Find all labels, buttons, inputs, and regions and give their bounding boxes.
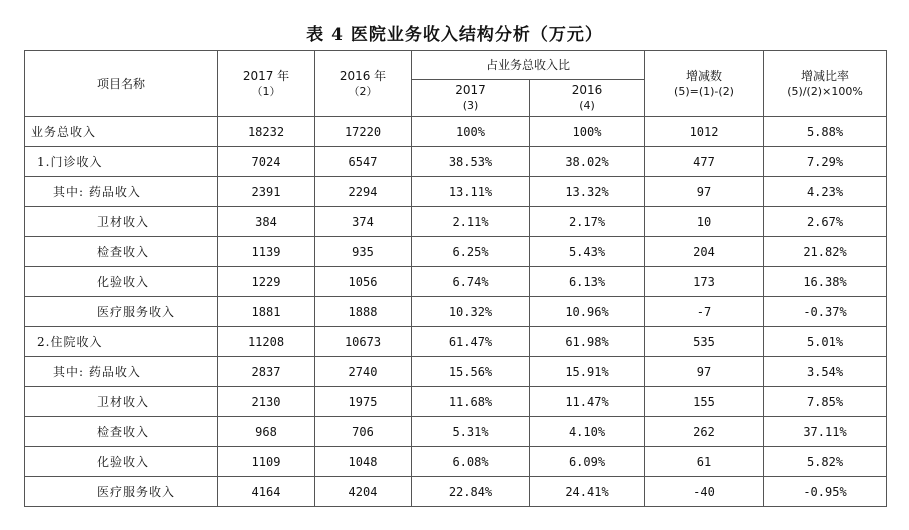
header-share-2016: 2016 (4): [530, 80, 645, 117]
share-2016-cell: 10.96%: [530, 297, 645, 327]
value-2016-cell: 2740: [315, 357, 412, 387]
item-name-cell: 1.门诊收入: [25, 147, 218, 177]
value-2017-cell: 4164: [218, 477, 315, 507]
item-name-cell: 其中: 药品收入: [25, 177, 218, 207]
value-2017-cell: 18232: [218, 117, 315, 147]
rate-cell: 7.29%: [764, 147, 887, 177]
share-2016-cell: 61.98%: [530, 327, 645, 357]
share-2016-cell: 2.17%: [530, 207, 645, 237]
table-row: [25, 177, 887, 207]
rate-cell: 16.38%: [764, 267, 887, 297]
value-2017-cell: 2837: [218, 357, 315, 387]
item-name-cell: 检查收入: [25, 417, 218, 447]
value-2016-cell: 10673: [315, 327, 412, 357]
delta-cell: 10: [645, 207, 764, 237]
item-name-cell: 其中: 药品收入: [25, 357, 218, 387]
delta-cell: 61: [645, 447, 764, 477]
value-2017-cell: 1109: [218, 447, 315, 477]
header-row-1: [25, 51, 887, 80]
item-name-cell: 卫材收入: [25, 387, 218, 417]
item-name-cell: 卫材收入: [25, 207, 218, 237]
header-rate: 增减比率 (5)/(2)×100%: [764, 51, 887, 117]
share-2016-cell: 24.41%: [530, 477, 645, 507]
share-2017-cell: 15.56%: [412, 357, 530, 387]
value-2017-cell: 1229: [218, 267, 315, 297]
item-name-cell: 业务总收入: [25, 117, 218, 147]
delta-cell: 262: [645, 417, 764, 447]
value-2016-cell: 374: [315, 207, 412, 237]
rate-cell: 5.88%: [764, 117, 887, 147]
value-2016-cell: 1048: [315, 447, 412, 477]
rate-cell: 37.11%: [764, 417, 887, 447]
table-row: [25, 117, 887, 147]
table-row: [25, 417, 887, 447]
value-2017-cell: 1139: [218, 237, 315, 267]
value-2017-cell: 1881: [218, 297, 315, 327]
table-row: [25, 237, 887, 267]
value-2016-cell: 4204: [315, 477, 412, 507]
rate-cell: 5.82%: [764, 447, 887, 477]
item-name-cell: 医疗服务收入: [25, 477, 218, 507]
value-2016-cell: 935: [315, 237, 412, 267]
share-2016-cell: 5.43%: [530, 237, 645, 267]
value-2017-cell: 7024: [218, 147, 315, 177]
share-2016-cell: 6.09%: [530, 447, 645, 477]
rate-cell: 5.01%: [764, 327, 887, 357]
share-2017-cell: 2.11%: [412, 207, 530, 237]
rate-cell: 7.85%: [764, 387, 887, 417]
share-2017-cell: 10.32%: [412, 297, 530, 327]
table-row: [25, 147, 887, 177]
rate-cell: -0.95%: [764, 477, 887, 507]
share-2016-cell: 11.47%: [530, 387, 645, 417]
rate-cell: 2.67%: [764, 207, 887, 237]
value-2016-cell: 1056: [315, 267, 412, 297]
revenue-structure-table: [24, 50, 887, 507]
table-row: [25, 207, 887, 237]
header-2016: 2016 年 （2）: [315, 51, 412, 117]
share-2017-cell: 13.11%: [412, 177, 530, 207]
share-2016-cell: 4.10%: [530, 417, 645, 447]
value-2016-cell: 17220: [315, 117, 412, 147]
header-item-name: 项目名称: [25, 51, 218, 117]
share-2016-cell: 15.91%: [530, 357, 645, 387]
value-2017-cell: 968: [218, 417, 315, 447]
share-2016-cell: 6.13%: [530, 267, 645, 297]
share-2017-cell: 6.74%: [412, 267, 530, 297]
share-2016-cell: 38.02%: [530, 147, 645, 177]
share-2017-cell: 11.68%: [412, 387, 530, 417]
value-2016-cell: 1975: [315, 387, 412, 417]
table-row: [25, 477, 887, 507]
rate-cell: -0.37%: [764, 297, 887, 327]
value-2017-cell: 2130: [218, 387, 315, 417]
value-2017-cell: 11208: [218, 327, 315, 357]
delta-cell: 1012: [645, 117, 764, 147]
share-2016-cell: 13.32%: [530, 177, 645, 207]
value-2016-cell: 6547: [315, 147, 412, 177]
delta-cell: -40: [645, 477, 764, 507]
header-delta: 增减数 (5)=(1)-(2): [645, 51, 764, 117]
header-2017: 2017 年 （1）: [218, 51, 315, 117]
rate-cell: 4.23%: [764, 177, 887, 207]
rate-cell: 21.82%: [764, 237, 887, 267]
delta-cell: 155: [645, 387, 764, 417]
item-name-cell: 2.住院收入: [25, 327, 218, 357]
share-2017-cell: 6.25%: [412, 237, 530, 267]
header-share: 占业务总收入比: [412, 51, 645, 80]
share-2017-cell: 38.53%: [412, 147, 530, 177]
delta-cell: 535: [645, 327, 764, 357]
value-2017-cell: 2391: [218, 177, 315, 207]
table-row: [25, 357, 887, 387]
delta-cell: -7: [645, 297, 764, 327]
delta-cell: 97: [645, 357, 764, 387]
share-2017-cell: 22.84%: [412, 477, 530, 507]
table-row: [25, 387, 887, 417]
table-row: [25, 327, 887, 357]
delta-cell: 477: [645, 147, 764, 177]
item-name-cell: 医疗服务收入: [25, 297, 218, 327]
value-2016-cell: 706: [315, 417, 412, 447]
header-share-2017: 2017 (3): [412, 80, 530, 117]
item-name-cell: 化验收入: [25, 267, 218, 297]
item-name-cell: 检查收入: [25, 237, 218, 267]
share-2017-cell: 6.08%: [412, 447, 530, 477]
delta-cell: 173: [645, 267, 764, 297]
value-2016-cell: 2294: [315, 177, 412, 207]
delta-cell: 204: [645, 237, 764, 267]
delta-cell: 97: [645, 177, 764, 207]
table-title: 表 4 医院业务收入结构分析（万元）: [306, 25, 603, 45]
share-2017-cell: 61.47%: [412, 327, 530, 357]
rate-cell: 3.54%: [764, 357, 887, 387]
table-row: [25, 297, 887, 327]
table-row: [25, 447, 887, 477]
share-2016-cell: 100%: [530, 117, 645, 147]
share-2017-cell: 5.31%: [412, 417, 530, 447]
value-2017-cell: 384: [218, 207, 315, 237]
value-2016-cell: 1888: [315, 297, 412, 327]
table-row: [25, 267, 887, 297]
share-2017-cell: 100%: [412, 117, 530, 147]
item-name-cell: 化验收入: [25, 447, 218, 477]
table-body: [25, 117, 887, 507]
